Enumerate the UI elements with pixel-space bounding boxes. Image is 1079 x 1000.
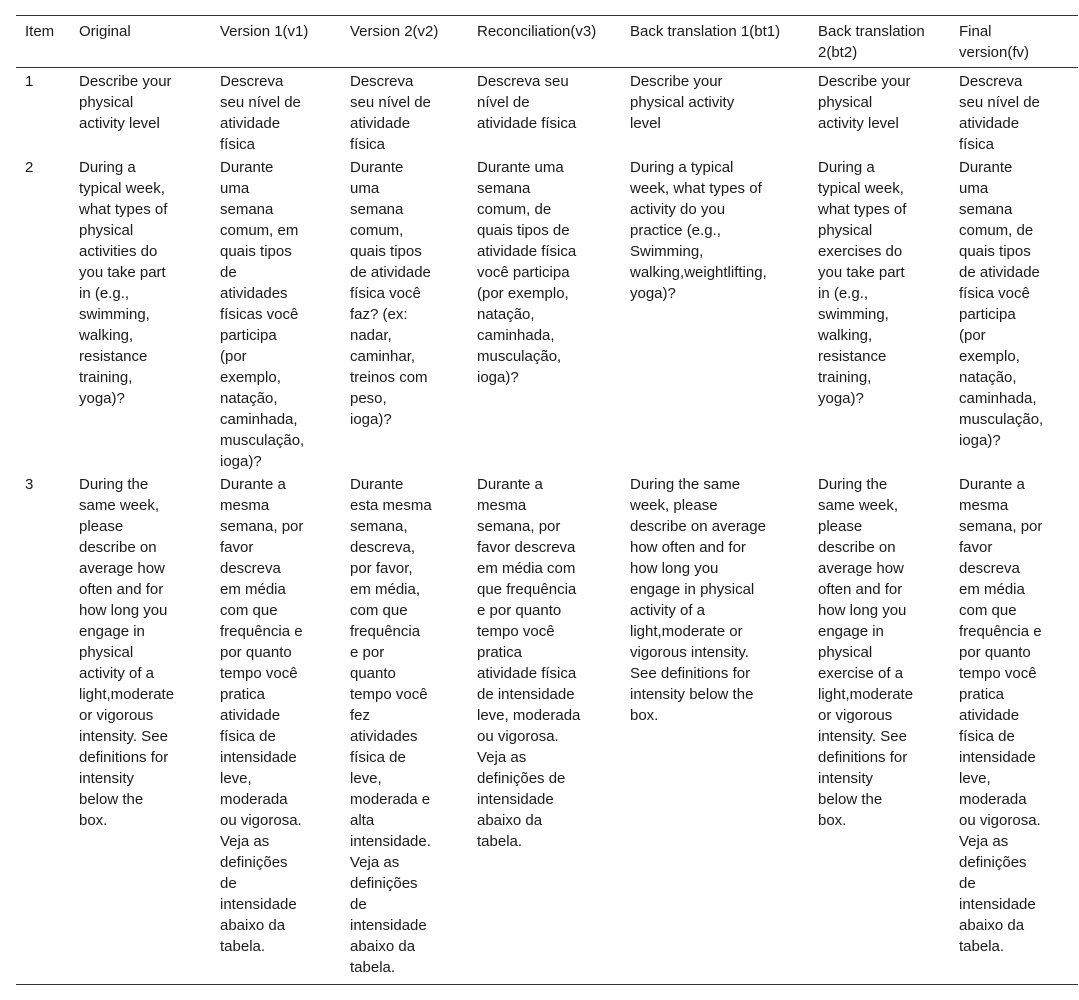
cell-version-1: Descreva seu nível de atividade física	[220, 73, 301, 153]
cell-version-1: Durante a mesma semana, por favor descreva em média com que frequência e por quanto tempo você pratica atividade física de intensidade leve, moderada ou vigorosa. Veja as definições de intensidade abaixo da tabela.	[220, 476, 304, 955]
cell-back-translation-1: During the same week, please describe on average how often and for how long you engage in physical activity of a light,moderate or vigorous intensity. See definitions for intensity below the box.	[630, 476, 766, 724]
cell-original: Describe your physical activity level	[79, 73, 172, 132]
header-version-1: Version 1(v1)	[220, 23, 309, 40]
header-final-version: Final version(fv)	[959, 23, 1030, 61]
cell-version-2: Descreva seu nível de atividade física	[350, 73, 431, 153]
cell-final-version: Descreva seu nível de atividade física	[959, 73, 1040, 153]
cell-back-translation-1: During a typical week, what types of activity do you practice (e.g., Swimming, walking,weightlifting, yoga)?	[630, 159, 767, 302]
header-version-2: Version 2(v2)	[350, 23, 439, 40]
header-reconciliation: Reconciliation(v3)	[477, 23, 597, 40]
cell-back-translation-2: During the same week, please describe on average how often and for how long you engage in physical exercise of a light,moderate or vigorous intensity. See definitions for intensity below the box.	[818, 476, 914, 829]
header-item: Item	[25, 23, 55, 40]
cell-reconciliation: Durante uma semana comum, de quais tipos de atividade física você participa (por exemplo, natação, caminhada, musculação, ioga)?	[477, 159, 577, 386]
header-original: Original	[79, 23, 131, 40]
cell-original: During a typical week, what types of physical activities do you take part in (e.g., swimming, walking, resistance training, yoga)?	[79, 159, 168, 407]
table-bottom-rule	[16, 984, 1078, 985]
cell-reconciliation: Durante a mesma semana, por favor descreva em média com que frequência e por quanto tempo você pratica atividade física de intensidade leve, moderada ou vigorosa. Veja as definições de intensidade abaixo da tabela.	[477, 476, 581, 850]
cell-original: During the same week, please describe on average how often and for how long you engage in physical activity of a light,moderate or vigorous intensity. See definitions for intensity below the box.	[79, 476, 175, 829]
cell-reconciliation: Descreva seu nível de atividade física	[477, 73, 577, 132]
cell-version-2: Durante esta mesma semana, descreva, por favor, em média, com que frequência e por quanto tempo você fez atividades física de leve, moderada e alta intensidade. Veja as definições de intensidade abaixo da tabela.	[350, 476, 432, 976]
header-back-translation-1: Back translation 1(bt1)	[630, 23, 781, 40]
table-header-rule	[16, 67, 1078, 68]
cell-back-translation-2: During a typical week, what types of physical exercises do you take part in (e.g., swimming, walking, resistance training, yoga)?	[818, 159, 907, 407]
cell-back-translation-2: Describe your physical activity level	[818, 73, 911, 132]
cell-version-1: Durante uma semana comum, em quais tipos de atividades físicas você participa (por exemplo, natação, caminhada, musculação, ioga)?	[220, 159, 305, 470]
cell-back-translation-1: Describe your physical activity level	[630, 73, 735, 132]
cell-item: 2	[25, 159, 34, 176]
cell-final-version: Durante uma semana comum, de quais tipos de atividade física você participa (por exemplo, natação, caminhada, musculação, ioga)?	[959, 159, 1044, 449]
cell-item: 3	[25, 476, 34, 493]
header-back-translation-2: Back translation 2(bt2)	[818, 23, 925, 61]
cell-final-version: Durante a mesma semana, por favor descreva em média com que frequência e por quanto tempo você pratica atividade física de intensidade leve, moderada ou vigorosa. Veja as definições de intensidade abaixo da tabela.	[959, 476, 1043, 955]
cell-item: 1	[25, 73, 34, 90]
table-top-rule	[16, 15, 1078, 16]
cell-version-2: Durante uma semana comum, quais tipos de atividade física você faz? (ex: nadar, caminhar, treinos com peso, ioga)?	[350, 159, 431, 428]
